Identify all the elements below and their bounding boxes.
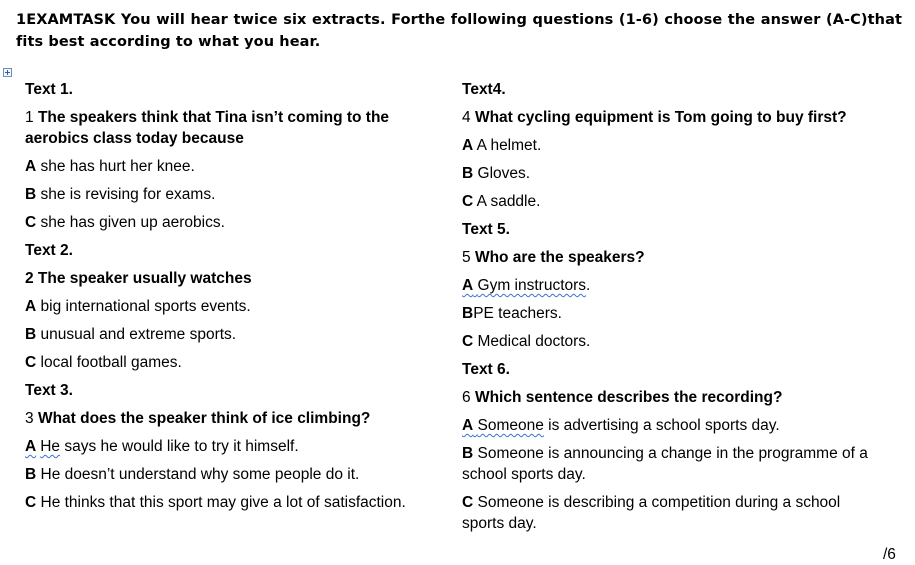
question-2-option-b bbox=[25, 324, 435, 345]
question-1-number: 1 bbox=[25, 109, 38, 126]
question-1 bbox=[25, 107, 435, 149]
option-letter: B bbox=[462, 445, 474, 462]
option-letter: C bbox=[462, 333, 474, 350]
question-1-option-c bbox=[25, 212, 435, 233]
question-6-text: Which sentence describes the recording? bbox=[474, 389, 783, 406]
question-5-option-c bbox=[462, 331, 882, 352]
question-3-option-b bbox=[25, 464, 435, 485]
text-1-title: Text 1. bbox=[25, 81, 73, 98]
text-4-title: Text4. bbox=[462, 81, 506, 98]
question-5 bbox=[462, 247, 882, 268]
question-2: 2 The speaker usually watches bbox=[25, 270, 252, 287]
option-text: Gym instructors bbox=[477, 277, 587, 294]
question-4-option-a bbox=[462, 135, 882, 156]
option-letter: C bbox=[462, 193, 474, 210]
question-6-option-a bbox=[462, 415, 882, 436]
question-5-number: 5 bbox=[462, 249, 475, 266]
option-letter: C bbox=[25, 214, 37, 231]
option-letter: C bbox=[25, 494, 37, 511]
option-text: she has hurt her knee. bbox=[36, 158, 195, 175]
question-2-option-a bbox=[25, 296, 435, 317]
option-text: Someone is announcing a change in the programme of a school sports day. bbox=[462, 445, 868, 483]
question-4-option-c bbox=[462, 191, 882, 212]
question-3-number: 3 bbox=[25, 410, 38, 427]
question-3 bbox=[25, 408, 435, 429]
option-text: He doesn’t understand why some people do it. bbox=[36, 466, 360, 483]
question-1-option-a bbox=[25, 156, 435, 177]
option-letter: C bbox=[25, 354, 37, 371]
question-3-option-a bbox=[25, 436, 435, 457]
question-4 bbox=[462, 107, 882, 128]
option-letter: A bbox=[462, 417, 474, 434]
option-text: she has given up aerobics. bbox=[36, 214, 225, 231]
question-1-text: The speakers think that Tina isn’t coming to the aerobics class today because bbox=[25, 109, 390, 147]
option-letter: A bbox=[25, 438, 37, 455]
option-letter: A bbox=[25, 158, 37, 175]
spellcheck-word: He bbox=[40, 438, 61, 455]
option-letter: A bbox=[462, 277, 474, 294]
option-text: A helmet. bbox=[473, 137, 542, 154]
table-move-handle-icon[interactable] bbox=[3, 68, 12, 77]
spellcheck-word: Someone bbox=[477, 417, 544, 434]
option-text: He thinks that this sport may give a lot of satisfaction. bbox=[36, 494, 406, 511]
score-total: /6 bbox=[883, 546, 896, 563]
text-5-title: Text 5. bbox=[462, 221, 510, 238]
option-letter: C bbox=[462, 494, 474, 511]
option-text: Medical doctors. bbox=[473, 333, 591, 350]
option-text: PE teachers. bbox=[473, 305, 562, 322]
text-2-title: Text 2. bbox=[25, 242, 73, 259]
option-letter: B bbox=[462, 305, 474, 322]
option-text: big international sports events. bbox=[36, 298, 251, 315]
option-text: Gloves. bbox=[473, 165, 531, 182]
option-end: . bbox=[586, 277, 591, 294]
option-letter: B bbox=[25, 466, 37, 483]
question-3-text: What does the speaker think of ice climbing? bbox=[37, 410, 371, 427]
option-letter: A bbox=[462, 137, 474, 154]
option-text: unusual and extreme sports. bbox=[36, 326, 237, 343]
question-2-option-c bbox=[25, 352, 435, 373]
question-1-option-b bbox=[25, 184, 435, 205]
question-4-number: 4 bbox=[462, 109, 475, 126]
question-6 bbox=[462, 387, 882, 408]
left-column bbox=[25, 79, 435, 520]
option-letter: B bbox=[25, 186, 37, 203]
question-6-option-c bbox=[462, 492, 882, 534]
option-text: is advertising a school sports day. bbox=[543, 417, 780, 434]
text-3-title: Text 3. bbox=[25, 382, 73, 399]
question-3-option-c bbox=[25, 492, 435, 513]
option-text: she is revising for exams. bbox=[36, 186, 216, 203]
text-6-title: Text 6. bbox=[462, 361, 510, 378]
question-6-option-b bbox=[462, 443, 882, 485]
question-5-text: Who are the speakers? bbox=[474, 249, 645, 266]
question-4-option-b bbox=[462, 163, 882, 184]
option-text: local football games. bbox=[36, 354, 182, 371]
right-column bbox=[462, 79, 882, 541]
question-4-text: What cycling equipment is Tom going to buy first? bbox=[474, 109, 847, 126]
question-6-number: 6 bbox=[462, 389, 475, 406]
option-letter: B bbox=[25, 326, 37, 343]
question-5-option-a bbox=[462, 275, 882, 296]
option-text: Someone is describing a competition during a school sports day. bbox=[462, 494, 841, 532]
question-5-option-b bbox=[462, 303, 882, 324]
option-letter: B bbox=[462, 165, 474, 182]
task-instructions: 1EXAMTASK You will hear twice six extracts. Forthe following questions (1-6) choose the answer (A-C)that fits best according to what you hear. bbox=[16, 12, 902, 50]
option-letter: A bbox=[25, 298, 37, 315]
option-text: says he would like to try it himself. bbox=[60, 438, 299, 455]
option-text: A saddle. bbox=[473, 193, 541, 210]
